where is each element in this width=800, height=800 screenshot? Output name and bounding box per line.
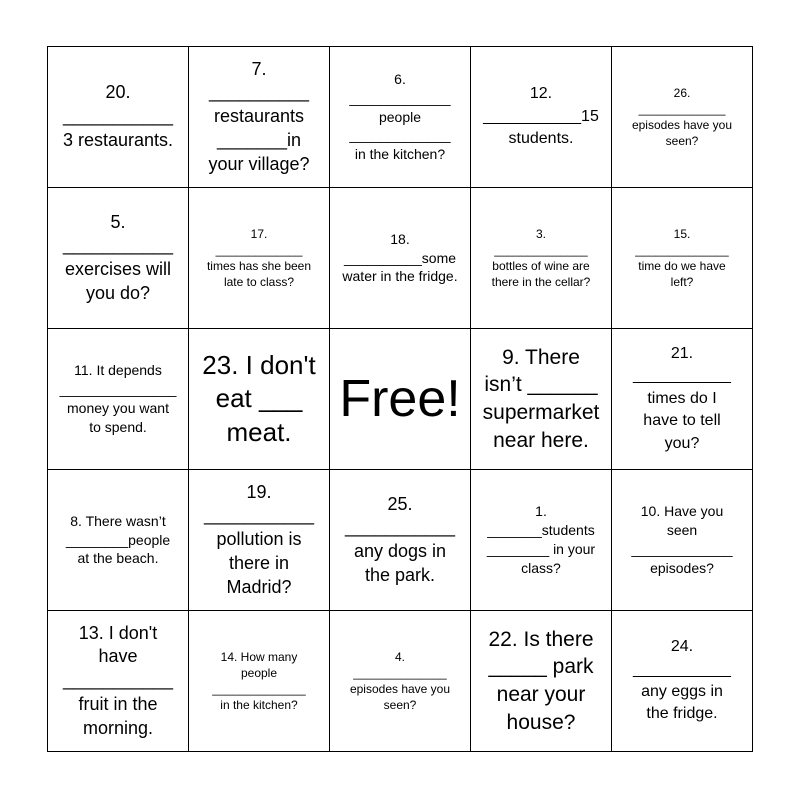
cell-text: 13. I don't have ___________ fruit in the morning.: [62, 622, 174, 738]
cell-text: 14. How many people ______________ in the kitchen?: [212, 649, 306, 713]
cell-text: 24. ___________ any eggs in the fridge.: [633, 638, 731, 723]
cell-text: 6. _____________ people _____________ in the kitchen?: [349, 70, 451, 163]
bingo-cell: [48, 329, 189, 470]
cell-text: 25. ___________ any dogs in the park.: [344, 493, 456, 585]
cell-text: 19. ___________ pollution is there in Madrid?: [203, 481, 315, 597]
bingo-cell: [189, 329, 330, 470]
cell-text: 11. It depends _______________ money you want to spend.: [59, 362, 177, 435]
bingo-cell: [189, 47, 330, 188]
free-text: Free!: [339, 370, 461, 428]
cell-text: 12. ___________15 students.: [483, 85, 599, 148]
free-cell: [330, 329, 471, 470]
bingo-cell: [48, 470, 189, 611]
bingo-cell: [330, 611, 471, 752]
bingo-cell: [471, 188, 612, 329]
bingo-cell: [612, 611, 753, 752]
cell-text: 4. ______________ episodes have you seen?: [349, 649, 451, 713]
cell-text: 5. ___________ exercises will you do?: [62, 211, 174, 303]
cell-text: 7. __________ restaurants _______in your village?: [208, 58, 310, 174]
cell-text: 3. ______________ bottles of wine are there in the cellar?: [491, 226, 591, 290]
bingo-cell: [48, 47, 189, 188]
cell-text: 9. There isn’t ______ supermarket near here.: [482, 345, 600, 452]
bingo-cell: [330, 470, 471, 611]
bingo-cell: [48, 611, 189, 752]
bingo-cell: [189, 611, 330, 752]
cell-text: 18. __________some water in the fridge.: [342, 230, 458, 285]
bingo-cell: [471, 47, 612, 188]
bingo-cell: [189, 470, 330, 611]
cell-text: 22. Is there _____ park near your house?: [488, 627, 594, 734]
cell-text: 23. I don't eat ___ meat.: [202, 350, 316, 447]
cell-text: 8. There wasn’t ________people at the beach.: [65, 512, 171, 567]
bingo-cell: [189, 188, 330, 329]
bingo-cell: [471, 329, 612, 470]
cell-text: 17. _____________ times has she been late to class?: [206, 226, 312, 290]
bingo-cell: [471, 470, 612, 611]
bingo-cell: [612, 470, 753, 611]
cell-text: 26. _____________ episodes have you seen?: [631, 85, 733, 149]
cell-text: 20. ___________ 3 restaurants.: [62, 82, 174, 150]
cell-text: 10. Have you seen _____________ episodes?: [631, 503, 733, 576]
bingo-cell: [612, 188, 753, 329]
bingo-card: [47, 46, 753, 752]
bingo-cell: [330, 188, 471, 329]
bingo-cell: [48, 188, 189, 329]
cell-text: 15. ______________ time do we have left?: [635, 226, 729, 290]
bingo-cell: [612, 329, 753, 470]
bingo-cell: [330, 47, 471, 188]
bingo-cell: [612, 47, 753, 188]
cell-text: 21. ___________ times do I have to tell you?: [633, 345, 731, 452]
cell-text: 1. _______students ________ in your class?: [486, 503, 596, 576]
bingo-cell: [471, 611, 612, 752]
